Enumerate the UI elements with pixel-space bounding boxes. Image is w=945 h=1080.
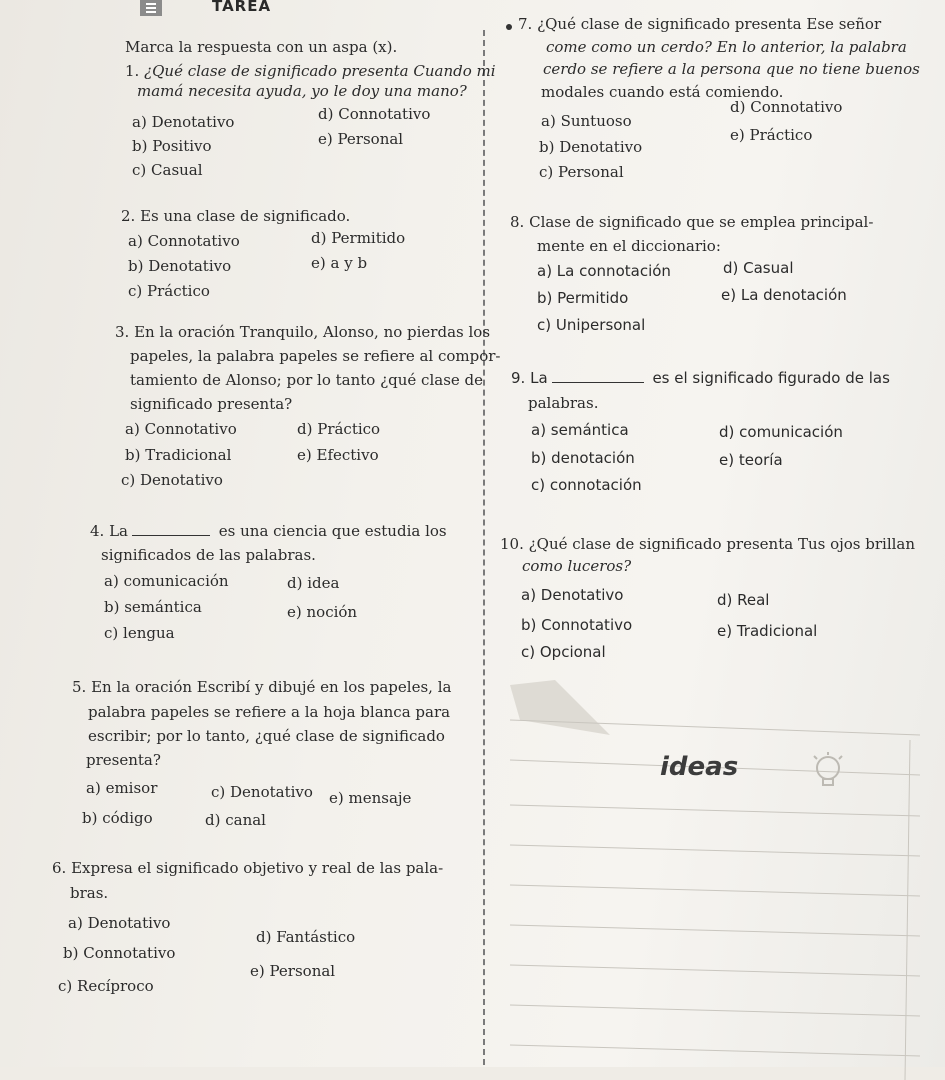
question-text: come como un cerdo? En lo anterior, la palabra [546,38,907,56]
option-e[interactable]: e) noción [287,603,358,621]
option-b[interactable]: b) Tradicional [125,446,232,464]
note-line [510,1045,920,1056]
question-text: mente en el diccionario: [537,237,721,255]
question-number: 9. [511,369,526,387]
question-number: 1. [125,62,140,80]
question-text: Expresa el significado objetivo y real de las pala- [71,859,444,877]
bullet-marker [506,24,512,30]
question-number: 6. [52,859,67,877]
ideas-notes-area[interactable] [500,680,920,1080]
option-c[interactable]: c) Unipersonal [537,316,646,334]
option-a[interactable]: a) comunicación [104,572,229,590]
question-7 [518,15,881,33]
option-e[interactable]: e) mensaje [329,789,412,807]
option-b[interactable]: b) Denotativo [539,138,643,156]
option-e[interactable]: e) Personal [318,130,404,148]
question-9 [511,369,890,387]
note-line [510,965,920,976]
lightbulb-icon [808,752,848,792]
question-3 [115,323,490,341]
option-c[interactable]: c) Casual [132,161,203,179]
ideas-title: ideas [660,752,739,782]
question-text: significado presenta? [130,395,293,413]
question-text: ¿Qué clase de significado presenta Tus ojos brillan [528,535,916,553]
column-divider [483,30,485,1065]
option-c[interactable]: c) Recíproco [58,977,154,995]
question-text: es una ciencia que estudia los [218,522,447,540]
option-d[interactable]: d) Connotativo [318,105,431,123]
option-a[interactable]: a) semántica [531,421,629,439]
instruction: Marca la respuesta con un aspa (x). [125,38,398,56]
option-c[interactable]: c) connotación [531,476,642,494]
option-d[interactable]: d) Fantástico [256,928,356,946]
option-a[interactable]: a) Denotativo [132,113,235,131]
question-text: como luceros? [522,557,632,575]
option-d[interactable]: d) canal [205,811,266,829]
note-line [510,845,920,856]
option-a[interactable]: a) La connotación [537,262,671,280]
option-e[interactable]: e) a y b [311,254,368,272]
option-d[interactable]: d) Permitido [311,229,406,247]
option-b[interactable]: b) semántica [104,598,202,616]
option-e[interactable]: e) teoría [719,451,783,469]
option-c[interactable]: c) Denotativo [121,471,223,489]
question-text: significados de las palabras. [101,546,316,564]
question-text: papeles, la palabra papeles se refiere al compor- [130,347,501,365]
option-a[interactable]: a) Denotativo [68,914,171,932]
question-text: Es una clase de significado. [140,207,351,225]
question-text: tamiento de Alonso; por lo tanto ¿qué clase de [130,371,484,389]
question-text: La [109,522,128,540]
option-e[interactable]: e) Tradicional [717,622,818,640]
question-2 [121,207,350,225]
answer-blank[interactable] [552,382,644,383]
option-d[interactable]: d) Real [717,591,770,609]
option-d[interactable]: d) Casual [723,259,794,277]
question-number: 8. [510,213,525,231]
note-line [510,925,920,936]
option-b[interactable]: b) código [82,809,153,827]
question-number: 4. [90,522,105,540]
option-b[interactable]: b) denotación [531,449,635,467]
question-1 [125,62,496,80]
header-title: TAREA [212,0,272,15]
note-margin [905,740,910,1080]
question-text: mamá necesita ayuda, yo le doy una mano? [137,82,467,100]
option-a[interactable]: a) Suntuoso [541,112,632,130]
notes-corner-fold [510,680,610,735]
question-text: modales cuando está comiendo. [541,83,784,101]
question-text: palabras. [528,394,599,412]
note-line [510,885,920,896]
question-number: 5. [72,678,87,696]
option-d[interactable]: d) Práctico [297,420,381,438]
option-a[interactable]: a) Connotativo [128,232,240,250]
question-text: escribir; por lo tanto, ¿qué clase de significado [88,727,445,745]
question-text: Clase de significado que se emplea principal- [529,213,874,231]
question-text: ¿Qué clase de significado presenta Ese señor [537,15,882,33]
option-b[interactable]: b) Positivo [132,137,212,155]
option-d[interactable]: d) Connotativo [730,98,843,116]
question-8 [510,213,873,231]
option-d[interactable]: d) idea [287,574,340,592]
question-number: 3. [115,323,130,341]
app-header [140,0,340,18]
option-a[interactable]: a) emisor [86,779,158,797]
question-6 [52,859,443,877]
question-text: presenta? [86,751,161,769]
option-b[interactable]: b) Denotativo [128,257,232,275]
note-line [510,1005,920,1016]
question-number: 10. [500,535,524,553]
question-text: es el significado figurado de las [652,369,890,387]
question-text: palabra papeles se refiere a la hoja blanca para [88,703,451,721]
option-e[interactable]: e) La denotación [721,286,847,304]
question-text: En la oración Tranquilo, Alonso, no pierdas los [134,323,491,341]
question-10 [500,535,915,553]
option-b[interactable]: b) Connotativo [63,944,176,962]
question-number: 2. [121,207,136,225]
answer-blank[interactable] [132,535,210,536]
question-4 [90,522,447,540]
question-text: cerdo se refiere a la persona que no tiene buenos [543,60,920,78]
menu-icon[interactable] [140,0,162,16]
question-text: ¿Qué clase de significado presenta Cuando mi [144,62,496,80]
question-5 [72,678,451,696]
question-text: En la oración Escribí y dibujé en los papeles, la [91,678,452,696]
option-e[interactable]: e) Personal [250,962,336,980]
question-text: bras. [70,884,109,902]
option-e[interactable]: e) Efectivo [297,446,379,464]
option-a[interactable]: a) Denotativo [521,586,624,604]
option-c[interactable]: c) Práctico [128,282,210,300]
option-c[interactable]: c) Opcional [521,643,606,661]
option-c[interactable]: c) Denotativo [211,783,313,801]
note-line [510,805,920,816]
option-c[interactable]: c) lengua [104,624,175,642]
option-d[interactable]: d) comunicación [719,423,843,441]
option-b[interactable]: b) Permitido [537,289,629,307]
question-number: 7. [518,15,533,33]
question-text: La [530,369,548,387]
option-a[interactable]: a) Connotativo [125,420,237,438]
option-c[interactable]: c) Personal [539,163,624,181]
option-b[interactable]: b) Connotativo [521,616,633,634]
option-e[interactable]: e) Práctico [730,126,813,144]
